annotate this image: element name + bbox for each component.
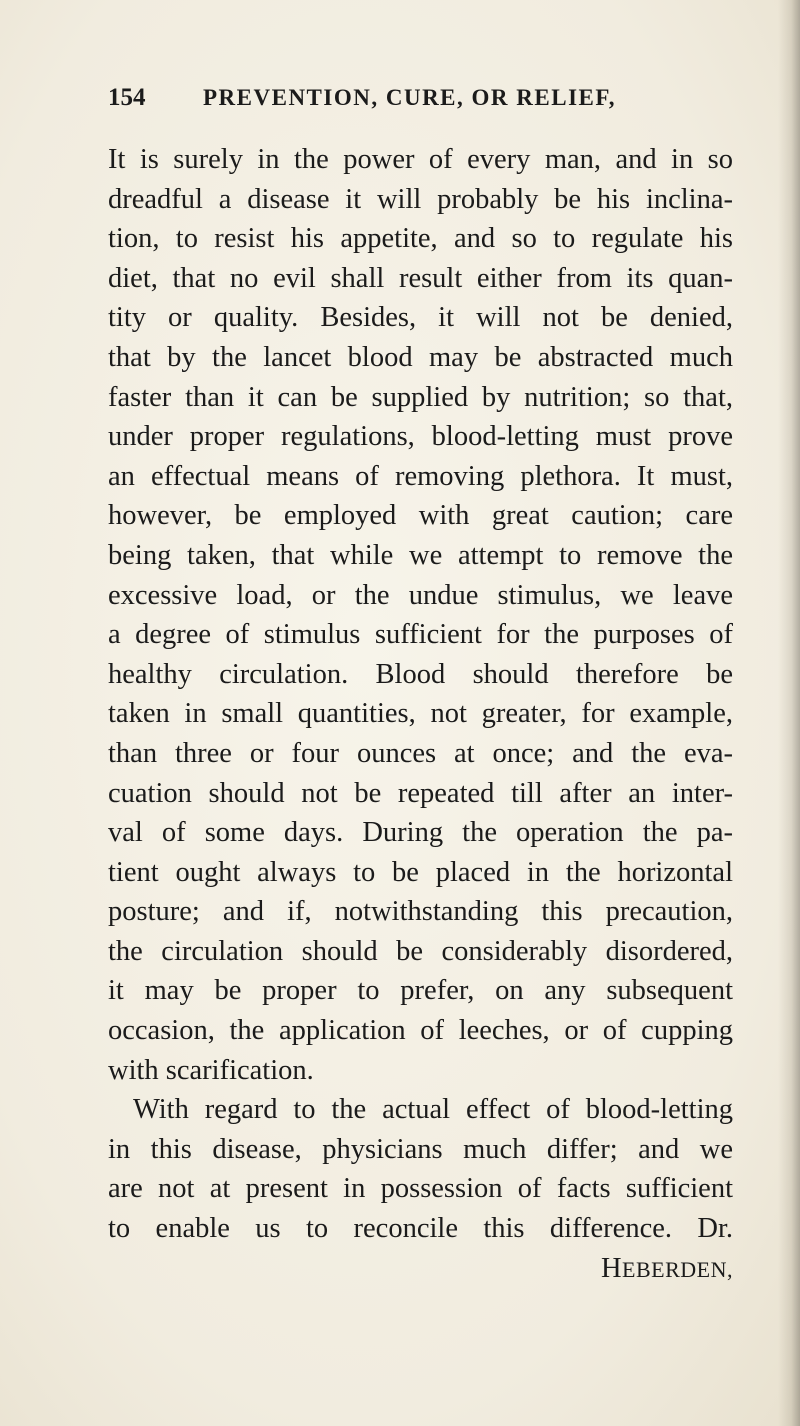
text-line: the circulation should be considerably disordered, xyxy=(108,935,733,967)
body-text xyxy=(108,140,733,1288)
text-line: under proper regulations, blood-letting must prove xyxy=(108,421,733,453)
catchword xyxy=(108,1249,733,1289)
text-line: to enable us to reconcile this difference. Dr. xyxy=(108,1213,733,1245)
text-line: tient ought always to be placed in the horizontal xyxy=(108,856,733,888)
text-line: excessive load, or the undue stimulus, we leave xyxy=(108,579,733,611)
text-line: than three or four ounces at once; and the eva- xyxy=(108,737,733,769)
text-line: It is surely in the power of every man, and in so xyxy=(108,144,733,175)
text-line: it may be proper to prefer, on any subsequent xyxy=(108,975,733,1007)
catchword-initial: H xyxy=(600,1252,623,1284)
text-line: being taken, that while we attempt to remove the xyxy=(108,539,733,571)
running-title: PREVENTION, CURE, OR RELIEF, xyxy=(203,85,617,110)
text-line: healthy circulation. Blood should therefore be xyxy=(108,658,733,690)
text-line: tion, to resist his appetite, and so to regulate his xyxy=(108,223,733,255)
text-line: diet, that no evil shall result either from its quan- xyxy=(108,262,733,294)
text-line: are not at present in possession of facts sufficient xyxy=(108,1173,733,1205)
text-line: in this disease, physicians much differ; and we xyxy=(108,1133,733,1165)
text-line: dreadful a disease it will probably be his inclina- xyxy=(108,183,733,215)
text-line: With regard to the actual effect of blood-letting xyxy=(133,1094,733,1126)
text-line: taken in small quantities, not greater, for example, xyxy=(108,698,733,730)
running-head xyxy=(108,84,748,124)
text-line: posture; and if, notwithstanding this precaution, xyxy=(108,896,733,928)
text-line: an effectual means of removing plethora. It must, xyxy=(108,460,733,492)
text-line: faster than it can be supplied by nutrition; so that, xyxy=(108,381,733,413)
text-line: that by the lancet blood may be abstracted much xyxy=(108,341,733,373)
text-line: val of some days. During the operation the pa- xyxy=(108,817,733,849)
page-number: 154 xyxy=(108,84,146,111)
text-line: cuation should not be repeated till after an inter- xyxy=(108,777,733,809)
text-line: however, be employed with great caution; care xyxy=(108,500,733,532)
page-gutter-shadow xyxy=(778,0,800,1426)
text-line: with scarification. xyxy=(108,1054,314,1086)
text-line: tity or quality. Besides, it will not be denied, xyxy=(108,302,733,334)
text-line: a degree of stimulus sufficient for the purposes of xyxy=(108,619,733,651)
catchword-rest: EBERDEN, xyxy=(622,1256,733,1282)
text-line: occasion, the application of leeches, or of cupping xyxy=(108,1015,733,1047)
